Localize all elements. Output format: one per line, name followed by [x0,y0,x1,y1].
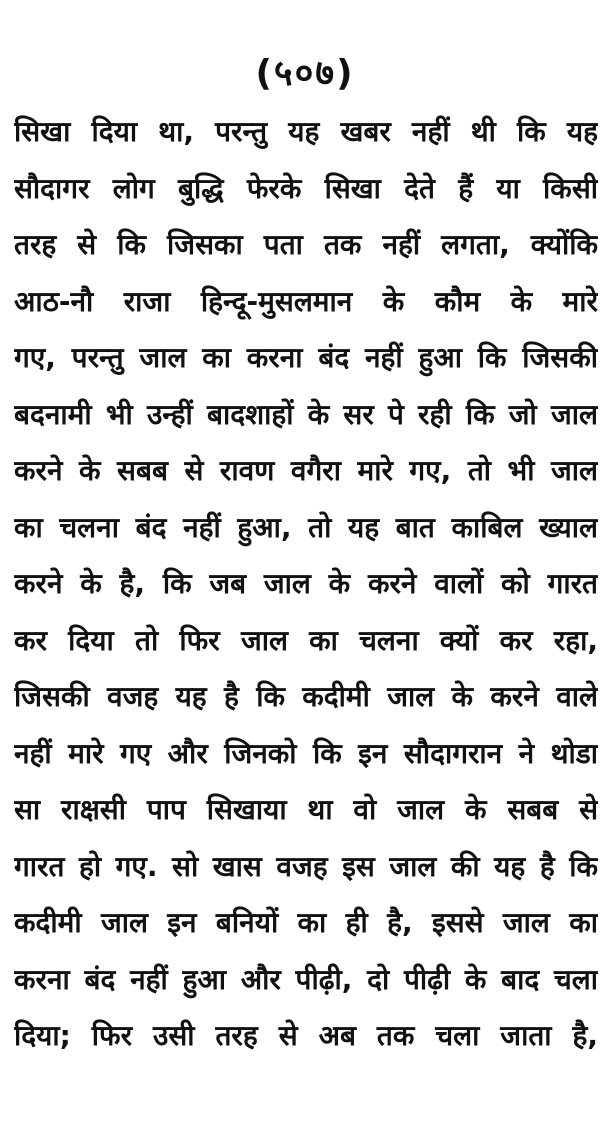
text-line-8: का चलना बंद नहीं हुआ, तो यह बात काबिल ख्याल [14,510,598,544]
body-text [14,104,598,1065]
text-line-2: सौदागर लोग बुद्धि फेरके सिखा देते हैं या किसी [14,171,598,205]
text-line-14: गारत हो गए. सो खास वजह इस जाल की यह है कि [14,849,598,883]
text-line-12: नहीं मारे गए और जिनको कि इन सौदागरान ने थोडा [14,736,598,770]
text-line-16: करना बंद नहीं हुआ और पीढ़ी, दो पीढ़ी के बाद चला [14,962,598,996]
text-line-1: सिखा दिया था, परन्तु यह खबर नहीं थी कि यह [14,115,598,148]
text-line-6: बदनामी भी उन्हीं बादशाहों के सर पे रही कि जो जाल [14,397,598,431]
text-line-7: करने के सबब से रावण वगैरा मारे गए, तो भी जाल [14,454,598,487]
text-line-15: कदीमी जाल इन बनियों का ही है, इससे जाल का [14,906,598,939]
text-line-11: जिसकी वजह यह है कि कदीमी जाल के करने वाले [14,680,598,713]
text-line-5: गए, परन्तु जाल का करना बंद नहीं हुआ कि जिसकी [14,341,598,374]
text-line-9: करने के है, कि जब जाल के करने वालों को गारत [14,567,598,600]
text-line-13: सा राक्षसी पाप सिखाया था वो जाल के सबब से [14,793,598,826]
text-line-3: तरह से कि जिसका पता तक नहीं लगता, क्योंकि [14,228,598,261]
text-line-4: आठ-नौ राजा हिन्दू-मुसलमान के कौम के मारे [14,284,598,318]
text-line-10: कर दिया तो फिर जाल का चलना क्यों कर रहा, [14,623,598,657]
text-line-17: दिया; फिर उसी तरह से अब तक चला जाता है, [14,1019,598,1052]
page-number: (५०७) [255,53,355,94]
